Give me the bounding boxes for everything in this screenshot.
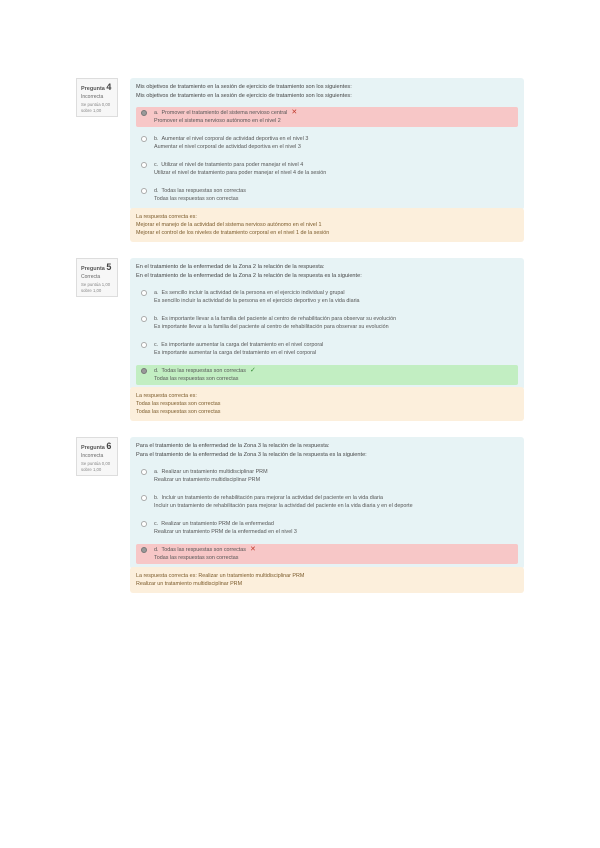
answer-option-a[interactable]: a. Promover el tratamiento del sistema nervioso central ✕ Promover el sistema nervioso autónomo en el nivel 2 — [136, 107, 518, 127]
radio-button[interactable] — [141, 521, 147, 527]
radio-button[interactable] — [141, 368, 147, 374]
answer-option-c[interactable]: c. Es importante aumentar la carga del tratamiento en el nivel corporal Es importante aumentar la carga del tratamiento en el nivel corporal — [136, 339, 518, 359]
question-info — [76, 258, 118, 297]
radio-button[interactable] — [141, 342, 147, 348]
radio-button[interactable] — [141, 469, 147, 475]
feedback-box: La respuesta correcta es: Mejorar el manejo de la actividad del sistema nervioso autónomo en el nivel 1 Mejorar el control de los niveles de tratamiento corporal en el nivel 1 de la sesión — [130, 208, 524, 242]
question-info — [76, 437, 118, 476]
answer-option-a[interactable]: a. Es sencillo incluir la actividad de la persona en el ejercicio individual y grupal Es sencillo incluir la actividad de la persona en el ejercicio deportivo y en la vida diaria — [136, 287, 518, 307]
incorrect-icon: ✕ — [250, 546, 256, 553]
feedback-box: La respuesta correcta es: Todas las respuestas son correctas Todas las respuestas son correctas — [130, 387, 524, 421]
question-state: Correcta — [81, 274, 101, 280]
radio-button[interactable] — [141, 136, 147, 142]
feedback-box: La respuesta correcta es: Realizar un tratamiento multidisciplinar PRM Realizar un tratamiento multidisciplinar PRM — [130, 567, 524, 593]
question-grade: Se puntúa 0,00 sobre 1,00 — [81, 461, 111, 472]
question-content — [130, 258, 524, 390]
radio-button[interactable] — [141, 547, 147, 553]
radio-button[interactable] — [141, 290, 147, 296]
question-number: Pregunta 5 — [81, 262, 112, 272]
answer-option-b[interactable]: b. Incluir un tratamiento de rehabilitación para mejorar la actividad del paciente en la vida diaria Incluir un tratamiento de rehabilitación para mejorar la actividad del paciente en la vida diaria y en el deporte — [136, 492, 518, 512]
answer-option-b[interactable]: b. Es importante llevar a la familia del paciente al centro de rehabilitación para observar su evolución Es importante llevar a la familia del paciente al centro de rehabilitación para observar su evolución — [136, 313, 518, 333]
question-grade: Se puntúa 0,00 sobre 1,00 — [81, 102, 111, 113]
question-state: Incorrecta — [81, 94, 104, 100]
question-info — [76, 78, 118, 117]
answer-option-a[interactable]: a. Realizar un tratamiento multidisciplinar PRM Realizar un tratamiento multidisciplinar PRM — [136, 466, 518, 486]
question-text: Para el tratamiento de la enfermedad de la Zona 3 la relación de la respuesta: Para el tratamiento de la enfermedad de la Zona 3 la relación de la respuesta es la siguiente: — [136, 443, 367, 458]
answer-option-d[interactable]: d. Todas las respuestas son correctas ✓ Todas las respuestas son correctas — [136, 365, 518, 385]
radio-button[interactable] — [141, 316, 147, 322]
check-icon: ✓ — [250, 367, 256, 374]
question-number: Pregunta 4 — [81, 82, 112, 92]
question-grade: Se puntúa 1,00 sobre 1,00 — [81, 282, 111, 293]
answer-option-c[interactable]: c. Utilizar el nivel de tratamiento para poder manejar el nivel 4 Utilizar el nivel de tratamiento para poder manejar el nivel 4 de la sesión — [136, 159, 518, 179]
answer-option-c[interactable]: c. Realizar un tratamiento PRM de la enfermedad Realizar un tratamiento PRM de la enfermedad en el nivel 3 — [136, 518, 518, 538]
radio-button[interactable] — [141, 495, 147, 501]
question-number: Pregunta 6 — [81, 441, 112, 451]
question-text: Mis objetivos de tratamiento en la sesión de ejercicio de tratamiento son los siguientes: Mis objetivos de tratamiento en la sesión de ejercicio de tratamiento son los siguientes: — [136, 84, 352, 99]
question-content — [130, 78, 524, 210]
answer-option-b[interactable]: b. Aumentar el nivel corporal de actividad deportiva en el nivel 3 Aumentar el nivel corporal de actividad deportiva en el nivel 3 — [136, 133, 518, 153]
incorrect-icon: ✕ — [291, 109, 298, 116]
question-text: En el tratamiento de la enfermedad de la Zona 2 la relación de la respuesta: En el tratamiento de la enfermedad de la Zona 2 la relación de la respuesta es la siguiente: — [136, 264, 362, 279]
answer-option-d[interactable]: d. Todas las respuestas son correctas ✕ Todas las respuestas son correctas — [136, 544, 518, 564]
radio-button[interactable] — [141, 110, 147, 116]
question-state: Incorrecta — [81, 453, 104, 459]
radio-button[interactable] — [141, 188, 147, 194]
answer-option-d[interactable]: d. Todas las respuestas son correctas Todas las respuestas son correctas — [136, 185, 518, 205]
question-content — [130, 437, 524, 569]
radio-button[interactable] — [141, 162, 147, 168]
